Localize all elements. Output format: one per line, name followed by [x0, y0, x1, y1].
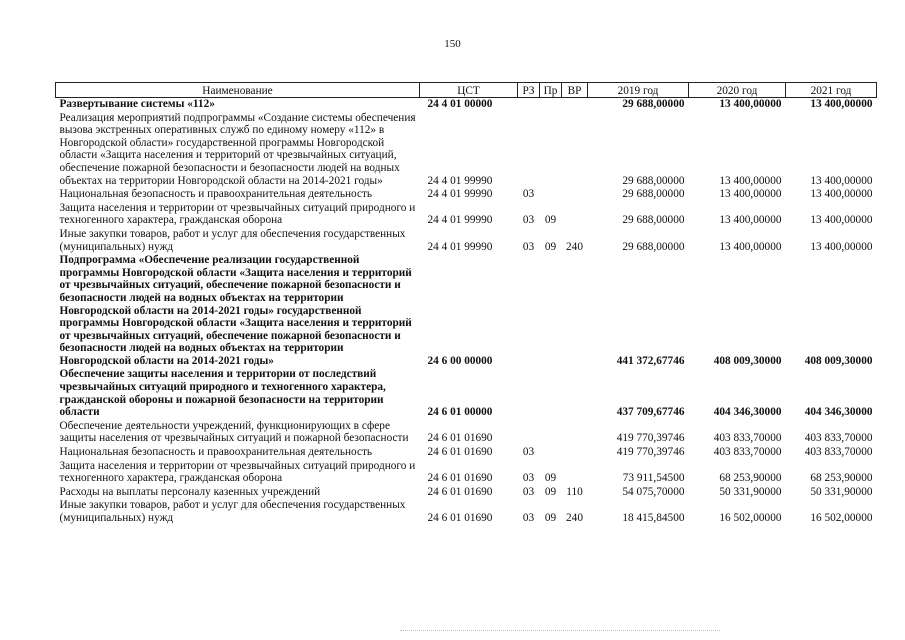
cell-pr: 09 [544, 472, 557, 485]
cell-pr: 09 [544, 240, 557, 253]
cell-name: Национальная безопасность и правоохранительная деятельность [59, 446, 373, 459]
cell-cst: 24 4 01 99990 [427, 214, 493, 227]
cell-rz [518, 254, 540, 368]
cell-cst: 24 6 01 01690 [427, 512, 493, 524]
cell-y2021: 13 400,00000 [810, 214, 873, 227]
cell-vr [562, 98, 588, 112]
cell-name: Обеспечение деятельности учреждений, функционирующих в сфере защиты населения от чрезвычайных ситуаций и пожарной безопасности [59, 419, 409, 445]
cell-y2020: 403 833,70000 [713, 446, 782, 459]
cell-pr [540, 98, 562, 112]
page-number: 150 [444, 38, 461, 50]
table-header-row [56, 83, 877, 98]
cell-y2019: 54 075,70000 [622, 485, 685, 498]
table-row [56, 486, 877, 500]
table-row [56, 112, 877, 189]
cell-y2020: 16 502,00000 [719, 512, 782, 524]
cell-vr [562, 188, 588, 202]
cell-y2019: 441 372,67746 [616, 354, 685, 367]
cell-rz: 03 [522, 472, 535, 485]
cell-vr [562, 460, 588, 486]
cell-cst: 24 6 01 01690 [427, 485, 493, 498]
cell-cst: 24 6 00 00000 [427, 354, 493, 367]
cell-vr [562, 368, 588, 419]
cell-y2021: 68 253,90000 [810, 472, 873, 485]
cell-y2021: 13 400,00000 [810, 98, 873, 110]
cell-name: Защита населения и территории от чрезвычайных ситуаций природного и техногенного характера, гражданская оборона [59, 201, 416, 227]
cell-vr [562, 420, 588, 446]
cell-vr [562, 202, 588, 228]
cell-vr [562, 446, 588, 460]
cell-y2019: 29 688,00000 [622, 214, 685, 227]
cell-cst: 24 6 01 01690 [427, 432, 493, 445]
table-row [56, 228, 877, 254]
cell-y2020: 68 253,90000 [719, 472, 782, 485]
cell-y2021: 13 400,00000 [810, 240, 873, 253]
table-row [56, 188, 877, 202]
header-pr: Пр [540, 83, 562, 98]
header-2021: 2021 год [786, 83, 877, 98]
table-row [56, 446, 877, 460]
cell-vr: 110 [566, 485, 583, 498]
table-row [56, 499, 877, 525]
cell-rz: 03 [522, 485, 535, 498]
table-body [56, 98, 877, 526]
cell-y2020: 404 346,30000 [713, 406, 782, 419]
cell-y2019: 29 688,00000 [622, 240, 685, 253]
cell-name: Защита населения и территории от чрезвычайных ситуаций природного и техногенного характера, гражданская оборона [59, 459, 416, 485]
cell-y2021: 403 833,70000 [804, 432, 873, 445]
cell-y2020: 403 833,70000 [713, 432, 782, 445]
cell-y2020: 13 400,00000 [719, 174, 782, 187]
cell-name: Развертывание системы «112» [59, 98, 215, 110]
cell-rz: 03 [522, 240, 535, 253]
cell-rz [518, 368, 540, 419]
table-row [56, 98, 877, 112]
cell-cst: 24 4 01 99990 [427, 188, 493, 201]
cell-pr [540, 188, 562, 202]
cell-rz: 03 [522, 512, 535, 524]
cell-y2019: 29 688,00000 [622, 174, 685, 187]
cell-cst: 24 4 01 00000 [427, 98, 493, 110]
cell-pr [540, 420, 562, 446]
header-cst: ЦСТ [420, 83, 518, 98]
header-name: Наименование [56, 83, 420, 98]
cell-pr [540, 368, 562, 419]
cell-pr [540, 112, 562, 189]
cell-name: Обеспечение защиты населения и территории от последствий чрезвычайных ситуаций природного и техногенного характера, гражданской обороны и пожарной безопасности на территории области [59, 368, 386, 419]
cell-y2020: 50 331,90000 [719, 485, 782, 498]
cell-y2021: 13 400,00000 [810, 188, 873, 201]
cell-cst: 24 6 01 01690 [427, 472, 493, 485]
header-vr: ВР [562, 83, 588, 98]
cell-pr [540, 446, 562, 460]
cell-y2021: 408 009,30000 [804, 354, 873, 367]
cell-cst: 24 4 01 99990 [427, 174, 493, 187]
cell-name: Реализация мероприятий подпрограммы «Создание системы обеспечения вызова экстренных оперативных служб по единому номеру «112» в Новгородской области» государственной программы Новгородской области «Защита населения и территорий от чрезвычайных ситуаций, обеспечение пожарной безопасности и безопасности людей на водных объектах на территории Новгородской области на 2014-2021 годы» [59, 111, 416, 187]
cell-y2019: 419 770,39746 [616, 432, 685, 445]
table-row [56, 420, 877, 446]
cell-name: Иные закупки товаров, работ и услуг для обеспечения государственных (муниципальных) нужд [59, 227, 406, 253]
page-bottom-artifact [400, 630, 720, 633]
cell-y2019: 73 911,54500 [622, 472, 685, 485]
cell-y2019: 437 709,67746 [616, 406, 685, 419]
cell-y2021: 403 833,70000 [804, 446, 873, 459]
cell-y2021: 13 400,00000 [810, 174, 873, 187]
cell-rz: 03 [522, 214, 535, 227]
table-row [56, 202, 877, 228]
cell-y2021: 50 331,90000 [810, 485, 873, 498]
cell-y2020: 13 400,00000 [719, 240, 782, 253]
table-row [56, 254, 877, 368]
cell-name: Национальная безопасность и правоохранительная деятельность [59, 188, 373, 201]
cell-rz [518, 420, 540, 446]
cell-y2019: 18 415,84500 [622, 512, 685, 524]
cell-y2020: 408 009,30000 [713, 354, 782, 367]
cell-y2020: 13 400,00000 [719, 214, 782, 227]
cell-pr [540, 254, 562, 368]
cell-y2020: 13 400,00000 [719, 98, 782, 110]
header-2020: 2020 год [689, 83, 786, 98]
cell-cst: 24 6 01 00000 [427, 406, 493, 419]
cell-y2019: 29 688,00000 [622, 188, 685, 201]
cell-y2020: 13 400,00000 [719, 188, 782, 201]
table-row [56, 368, 877, 419]
cell-y2019: 29 688,00000 [622, 98, 685, 110]
cell-cst: 24 4 01 99990 [427, 240, 493, 253]
header-2019: 2019 год [588, 83, 689, 98]
cell-rz: 03 [522, 188, 535, 201]
header-rz: РЗ [518, 83, 540, 98]
cell-vr: 240 [566, 240, 583, 253]
cell-pr: 09 [544, 512, 557, 524]
cell-name: Расходы на выплаты персоналу казенных учреждений [59, 485, 321, 498]
table-row [56, 460, 877, 486]
cell-name: Подпрограмма «Обеспечение реализации государственной программы Новгородской области «Защита населения и территорий от чрезвычайных ситуаций, обеспечение пожарной безопасности и безопасности людей на водных объектах на территории Новгородской области на 2014-2021 годы» государственной программы Новгородской области «Защита населения и территорий от чрезвычайных ситуаций, обеспечение пожарной безопасности и безопасности людей на водных объектах на территории Новгородской области на 2014-2021 годы» [59, 254, 412, 367]
cell-vr [562, 112, 588, 189]
cell-name: Иные закупки товаров, работ и услуг для обеспечения государственных (муниципальных) нужд [59, 499, 406, 524]
cell-y2021: 404 346,30000 [804, 406, 873, 419]
cell-rz: 03 [522, 446, 535, 459]
cell-y2019: 419 770,39746 [616, 446, 685, 459]
cell-rz [518, 112, 540, 189]
cell-rz [518, 98, 540, 112]
cell-vr [562, 254, 588, 368]
cell-y2021: 16 502,00000 [810, 512, 873, 524]
cell-cst: 24 6 01 01690 [427, 446, 493, 459]
cell-pr: 09 [544, 485, 557, 498]
cell-pr: 09 [544, 214, 557, 227]
budget-table [55, 82, 877, 526]
cell-vr: 240 [566, 512, 583, 524]
